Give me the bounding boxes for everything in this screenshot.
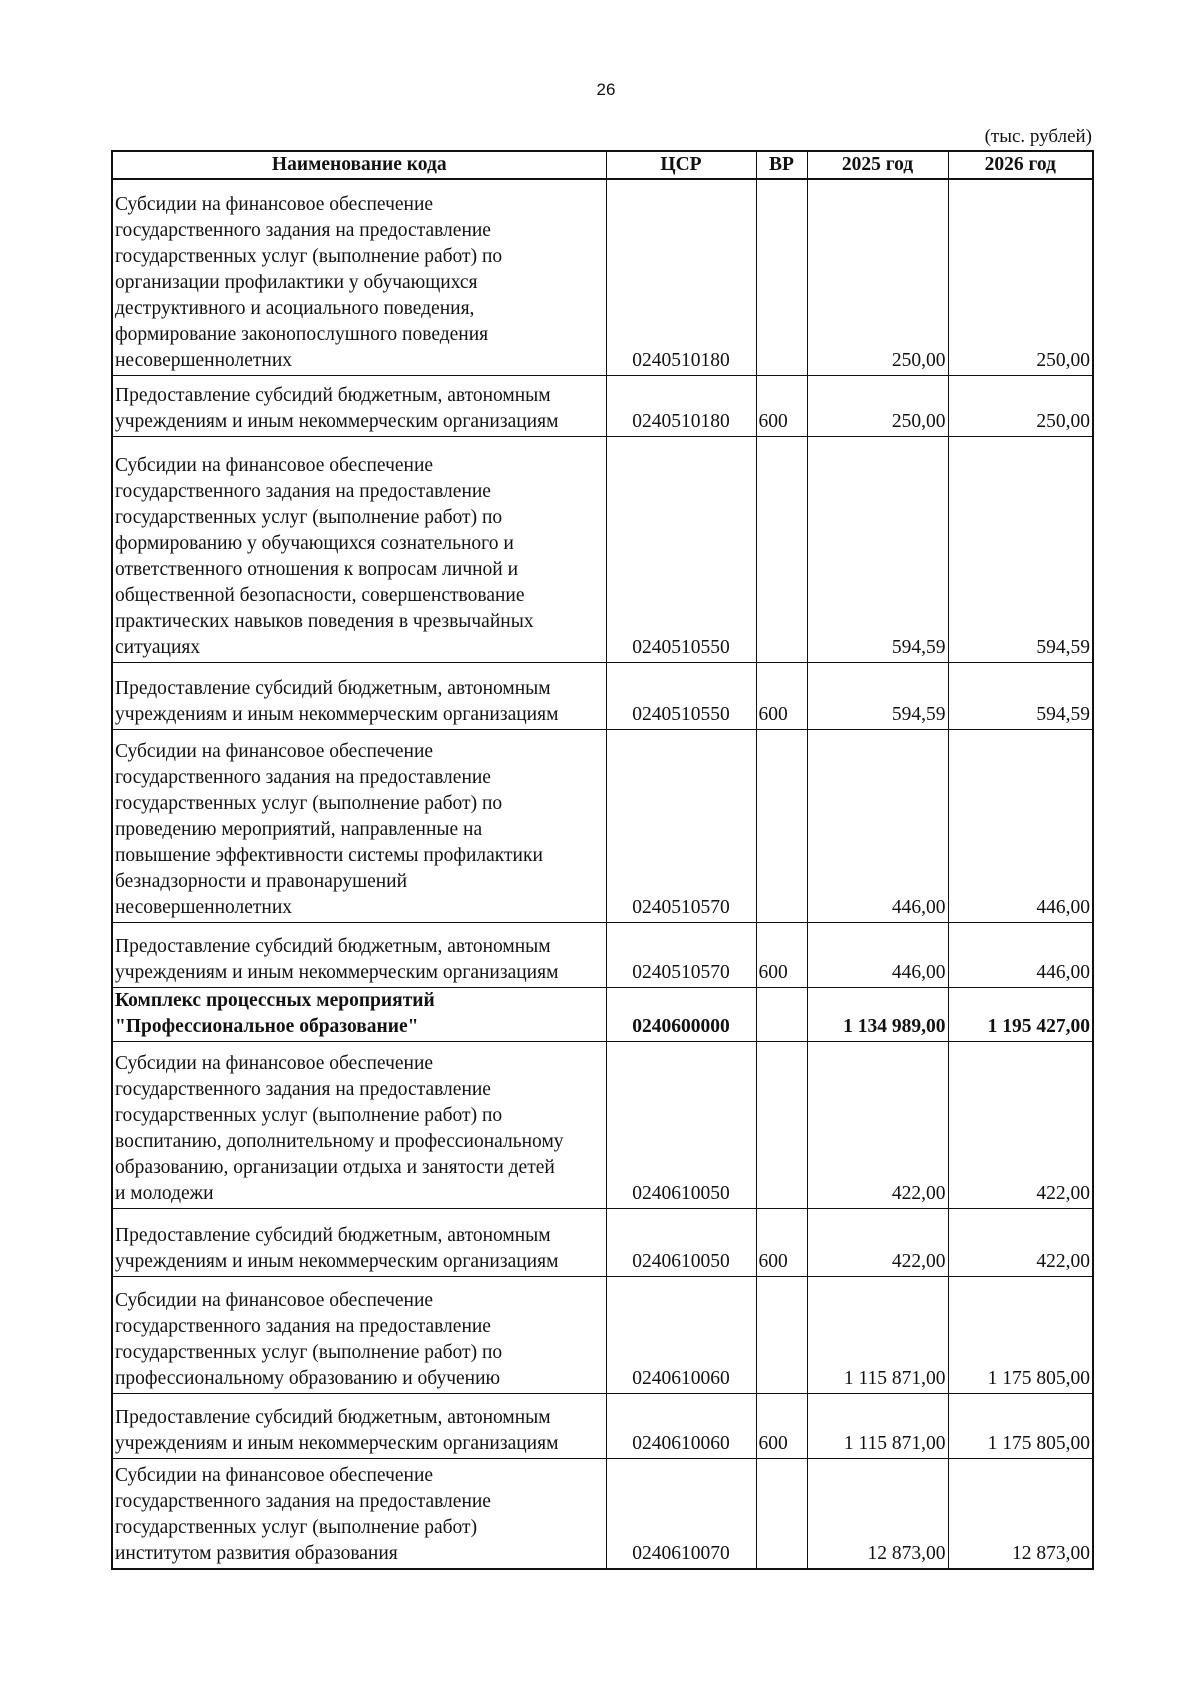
row-value-2025: 594,59	[807, 436, 948, 662]
row-csr: 0240610050	[606, 1041, 756, 1208]
row-vr	[756, 436, 807, 662]
row-csr: 0240610060	[606, 1393, 756, 1458]
row-vr	[756, 987, 807, 1041]
row-value-2026: 422,00	[948, 1208, 1093, 1276]
table-row	[112, 1393, 1093, 1458]
row-value-2025: 446,00	[807, 922, 948, 987]
table-row	[112, 1208, 1093, 1276]
row-vr	[756, 729, 807, 922]
row-vr: 600	[756, 922, 807, 987]
row-vr: 600	[756, 375, 807, 436]
row-vr: 600	[756, 662, 807, 729]
units-note: (тыс. рублей)	[984, 126, 1092, 147]
row-vr	[756, 1458, 807, 1569]
row-vr	[756, 179, 807, 375]
row-value-2025: 12 873,00	[807, 1458, 948, 1569]
row-csr: 0240510550	[606, 436, 756, 662]
row-value-2026: 594,59	[948, 662, 1093, 729]
table-row	[112, 922, 1093, 987]
row-value-2026: 1 195 427,00	[948, 987, 1093, 1041]
row-value-2025: 1 134 989,00	[807, 987, 948, 1041]
row-name: Предоставление субсидий бюджетным, автономным учреждениям и иным некоммерческим организациям	[112, 1393, 606, 1458]
table-row	[112, 662, 1093, 729]
page-number: 26	[596, 80, 616, 99]
table-row	[112, 1041, 1093, 1208]
row-value-2025: 1 115 871,00	[807, 1276, 948, 1393]
row-value-2025: 250,00	[807, 179, 948, 375]
row-csr: 0240510570	[606, 922, 756, 987]
table-row	[112, 1276, 1093, 1393]
table-header-row	[112, 151, 1093, 179]
row-name: Комплекс процессных мероприятий "Профессиональное образование"	[112, 987, 606, 1041]
row-value-2025: 594,59	[807, 662, 948, 729]
row-csr: 0240510570	[606, 729, 756, 922]
row-name: Предоставление субсидий бюджетным, автономным учреждениям и иным некоммерческим организациям	[112, 662, 606, 729]
table-row	[112, 729, 1093, 922]
row-value-2026: 422,00	[948, 1041, 1093, 1208]
row-value-2026: 446,00	[948, 922, 1093, 987]
row-name: Предоставление субсидий бюджетным, автономным учреждениям и иным некоммерческим организациям	[112, 922, 606, 987]
row-vr	[756, 1041, 807, 1208]
header-vr: ВР	[756, 151, 807, 179]
row-value-2026: 446,00	[948, 729, 1093, 922]
row-csr: 0240600000	[606, 987, 756, 1041]
row-value-2026: 250,00	[948, 375, 1093, 436]
header-name: Наименование кода	[112, 151, 606, 179]
table-row	[112, 179, 1093, 375]
row-vr	[756, 1276, 807, 1393]
header-csr: ЦСР	[606, 151, 756, 179]
row-value-2026: 1 175 805,00	[948, 1393, 1093, 1458]
row-name: Субсидии на финансовое обеспечение государственного задания на предоставление государственных услуг (выполнение работ) по воспитанию, дополнительному и профессиональному образованию, организации отдыха и занятости детей и молодежи	[112, 1041, 606, 1208]
row-vr: 600	[756, 1393, 807, 1458]
header-2026: 2026 год	[948, 151, 1093, 179]
table-body	[112, 179, 1093, 1569]
header-2025: 2025 год	[807, 151, 948, 179]
row-csr: 0240510550	[606, 662, 756, 729]
row-csr: 0240610050	[606, 1208, 756, 1276]
row-csr: 0240610070	[606, 1458, 756, 1569]
row-name: Субсидии на финансовое обеспечение государственного задания на предоставление государственных услуг (выполнение работ) по профессиональному образованию и обучению	[112, 1276, 606, 1393]
row-csr: 0240610060	[606, 1276, 756, 1393]
table-row	[112, 436, 1093, 662]
row-name: Субсидии на финансовое обеспечение государственного задания на предоставление государственных услуг (выполнение работ) институтом развития образования	[112, 1458, 606, 1569]
row-value-2025: 422,00	[807, 1041, 948, 1208]
row-value-2026: 12 873,00	[948, 1458, 1093, 1569]
row-value-2025: 1 115 871,00	[807, 1393, 948, 1458]
budget-table	[111, 150, 1094, 1570]
row-name: Предоставление субсидий бюджетным, автономным учреждениям и иным некоммерческим организациям	[112, 1208, 606, 1276]
row-name: Субсидии на финансовое обеспечение государственного задания на предоставление государственных услуг (выполнение работ) по проведению мероприятий, направленные на повышение эффективности системы профилактики безнадзорности и правонарушений несовершеннолетних	[112, 729, 606, 922]
row-value-2026: 250,00	[948, 179, 1093, 375]
table-row	[112, 375, 1093, 436]
row-value-2025: 422,00	[807, 1208, 948, 1276]
row-value-2026: 1 175 805,00	[948, 1276, 1093, 1393]
row-csr: 0240510180	[606, 179, 756, 375]
row-csr: 0240510180	[606, 375, 756, 436]
row-value-2026: 594,59	[948, 436, 1093, 662]
table-row	[112, 1458, 1093, 1569]
row-name: Субсидии на финансовое обеспечение государственного задания на предоставление государственных услуг (выполнение работ) по организации профилактики у обучающихся деструктивного и асоциального поведения, формирование законопослушного поведения несовершеннолетних	[112, 179, 606, 375]
row-value-2025: 446,00	[807, 729, 948, 922]
table-row	[112, 987, 1093, 1041]
row-vr: 600	[756, 1208, 807, 1276]
row-name: Предоставление субсидий бюджетным, автономным учреждениям и иным некоммерческим организациям	[112, 375, 606, 436]
row-name: Субсидии на финансовое обеспечение государственного задания на предоставление государственных услуг (выполнение работ) по формированию у обучающихся сознательного и ответственного отношения к вопросам личной и общественной безопасности, совершенствование практических навыков поведения в чрезвычайных ситуациях	[112, 436, 606, 662]
row-value-2025: 250,00	[807, 375, 948, 436]
